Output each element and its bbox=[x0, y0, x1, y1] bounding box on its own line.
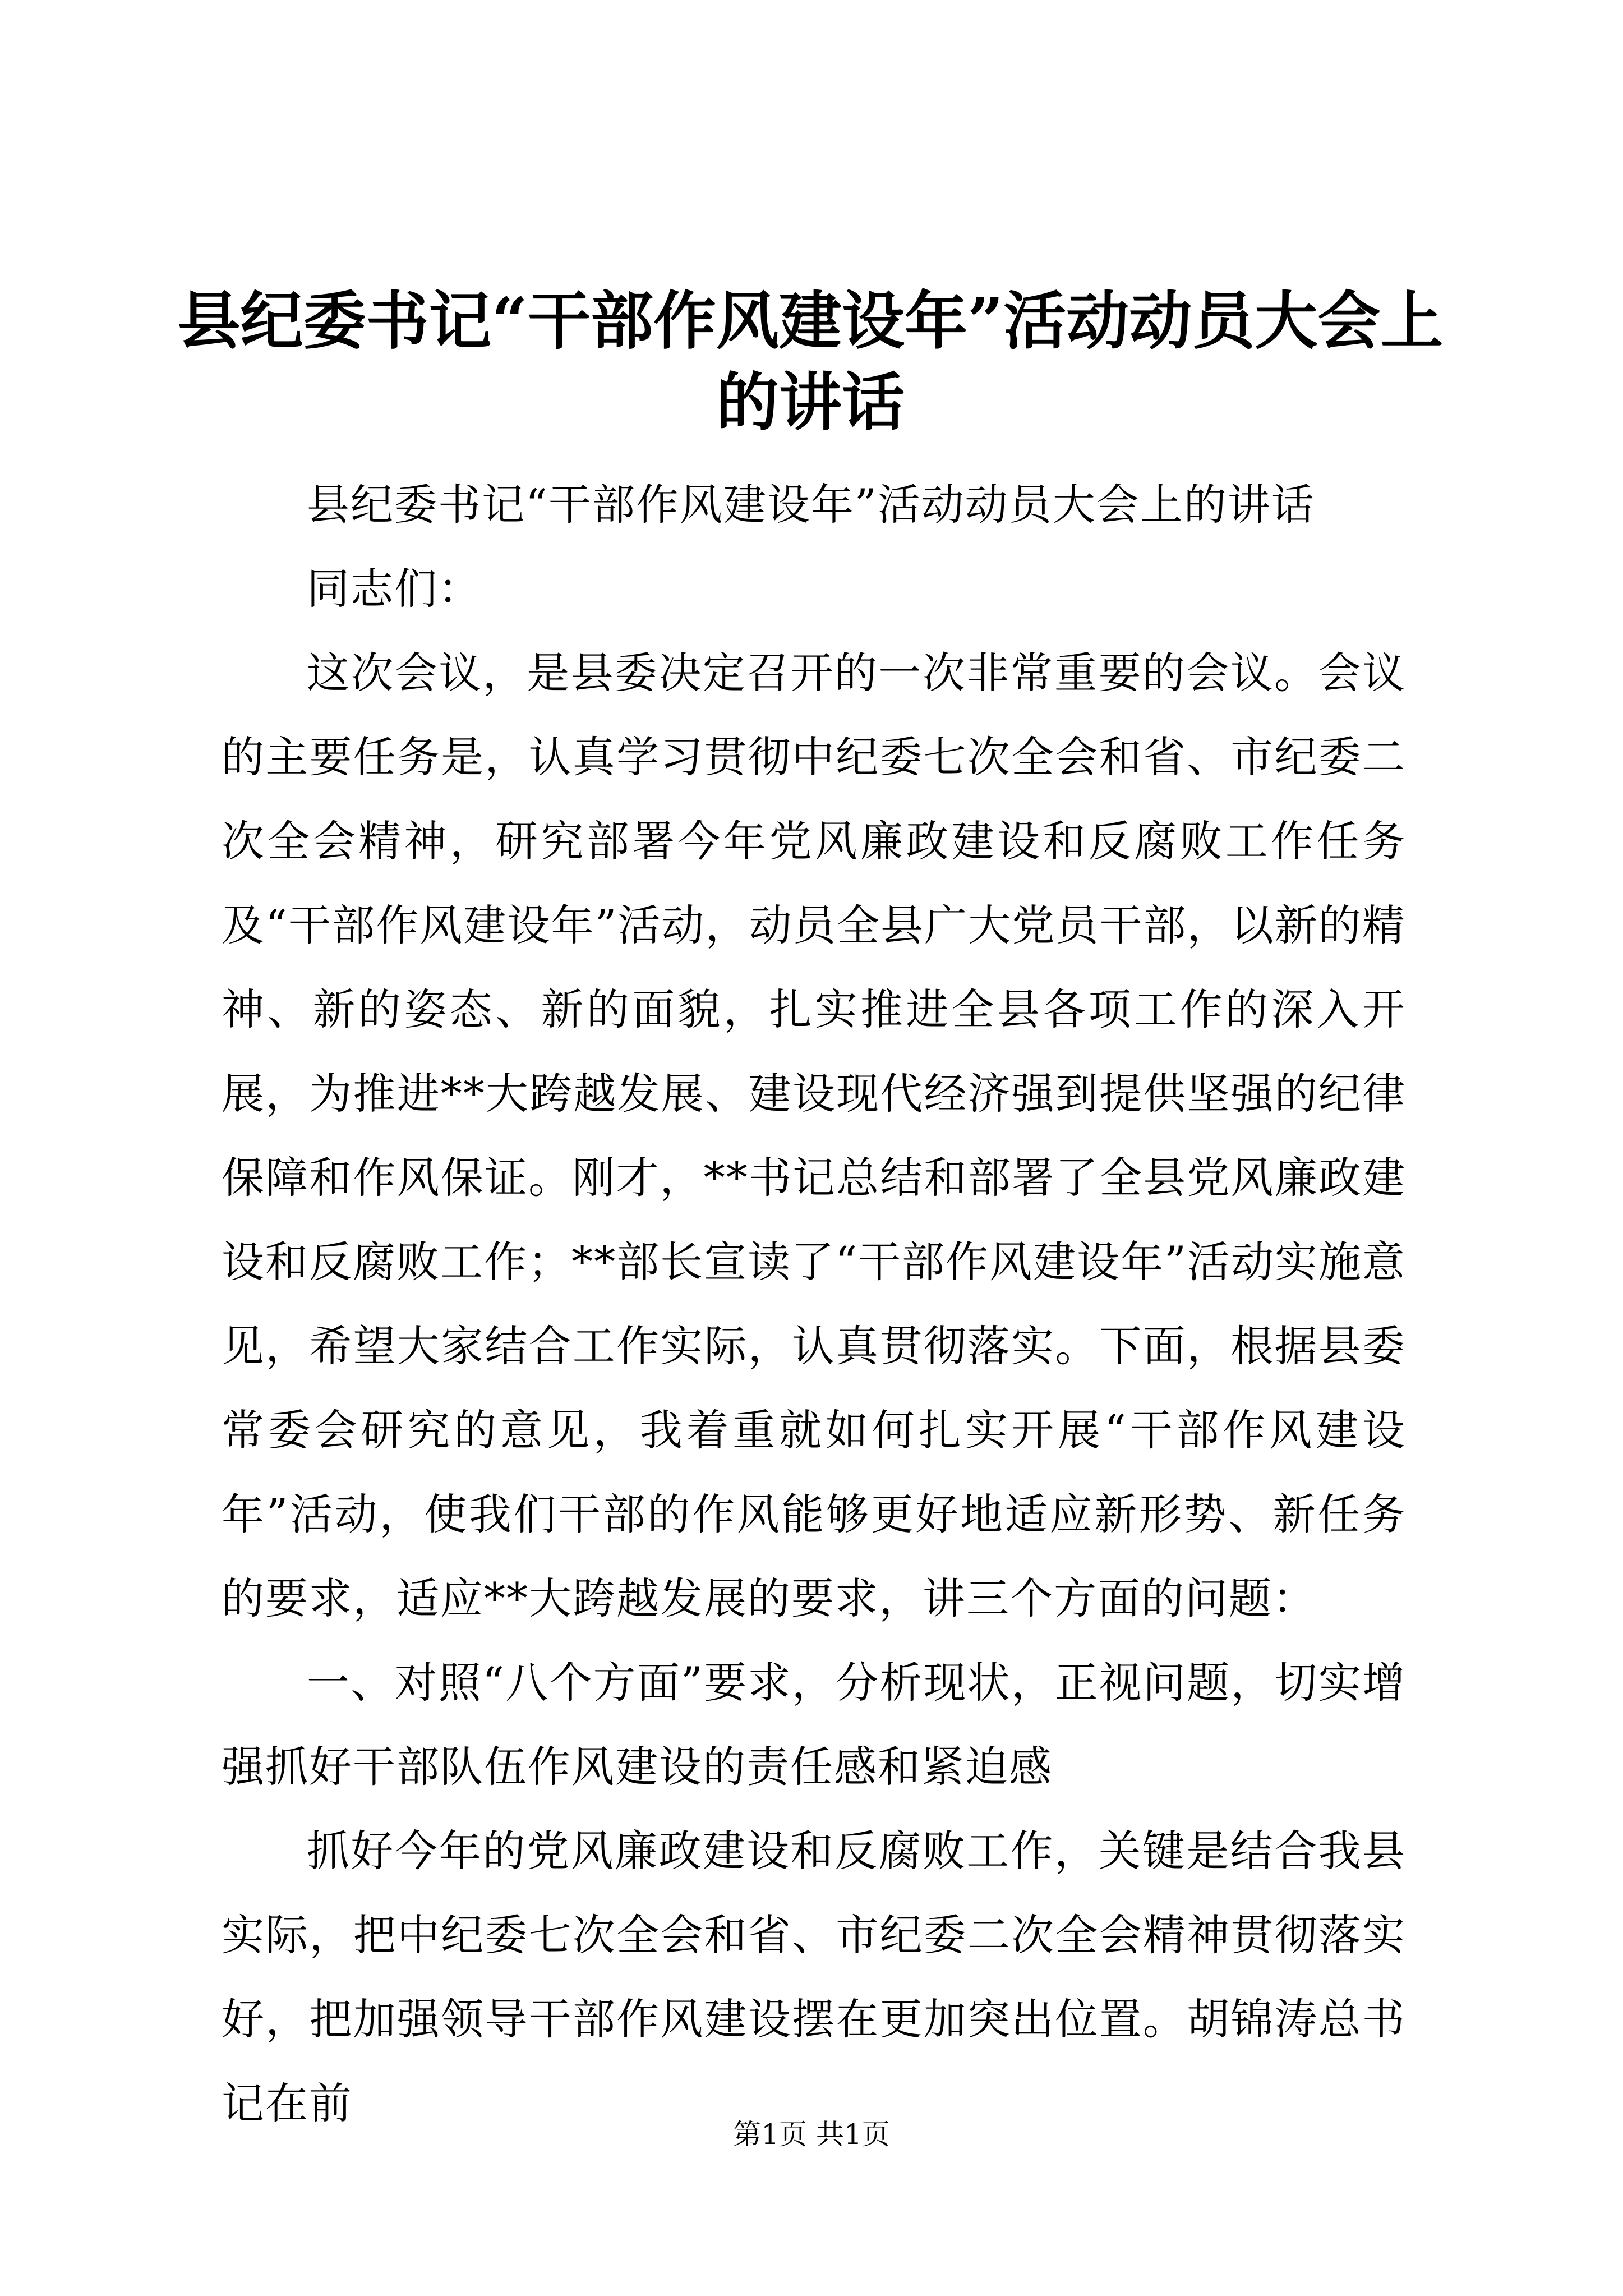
paragraph-section-heading: 一、对照“八个方面”要求，分析现状，正视问题，切实增强抓好干部队伍作风建设的责任感和紧迫感 bbox=[222, 1658, 1406, 1792]
page-footer: 第1页 共1页 bbox=[733, 2118, 890, 2151]
paragraph-subtitle: 县纪委书记“干部作风建设年”活动动员大会上的讲话 bbox=[307, 480, 1315, 530]
paragraph-intro: 这次会议，是县委决定召开的一次非常重要的会议。会议的主要任务是，认真学习贯彻中纪委七次全会和省、市纪委二次全会精神，研究部署今年党风廉政建设和反腐败工作任务及“干部作风建设年”活动，动员全县广大党员干部，以新的精神、新的姿态、新的面貌，扎实推进全县各项工作的深入开展，为推进**大跨越发展、建设现代经济强到提供坚强的纪律保障和作风保证。刚才，**书记总结和部署了全县党风廉政建设和反腐败工作；**部长宣读了“干部作风建设年”活动实施意见，希望大家结合工作实际，认真贯彻落实。下面，根据县委常委会研究的意见，我着重就如何扎实开展“干部作风建设年”活动，使我们干部的作风能够更好地适应新形势、新任务的要求，适应**大跨越发展的要求，讲三个方面的问题： bbox=[222, 648, 1406, 1623]
document-body bbox=[222, 463, 1406, 2146]
paragraph-section-body: 抓好今年的党风廉政建设和反腐败工作，关键是结合我县实际，把中纪委七次全会和省、市纪委二次全会精神贯彻落实好，把加强领导干部作风建设摆在更加突出位置。胡锦涛总书记在前 bbox=[222, 1826, 1406, 2128]
document-title: 县纪委书记“干部作风建设年”活动动员大会上的讲话 bbox=[177, 284, 1444, 439]
paragraph-salutation: 同志们： bbox=[307, 564, 482, 614]
